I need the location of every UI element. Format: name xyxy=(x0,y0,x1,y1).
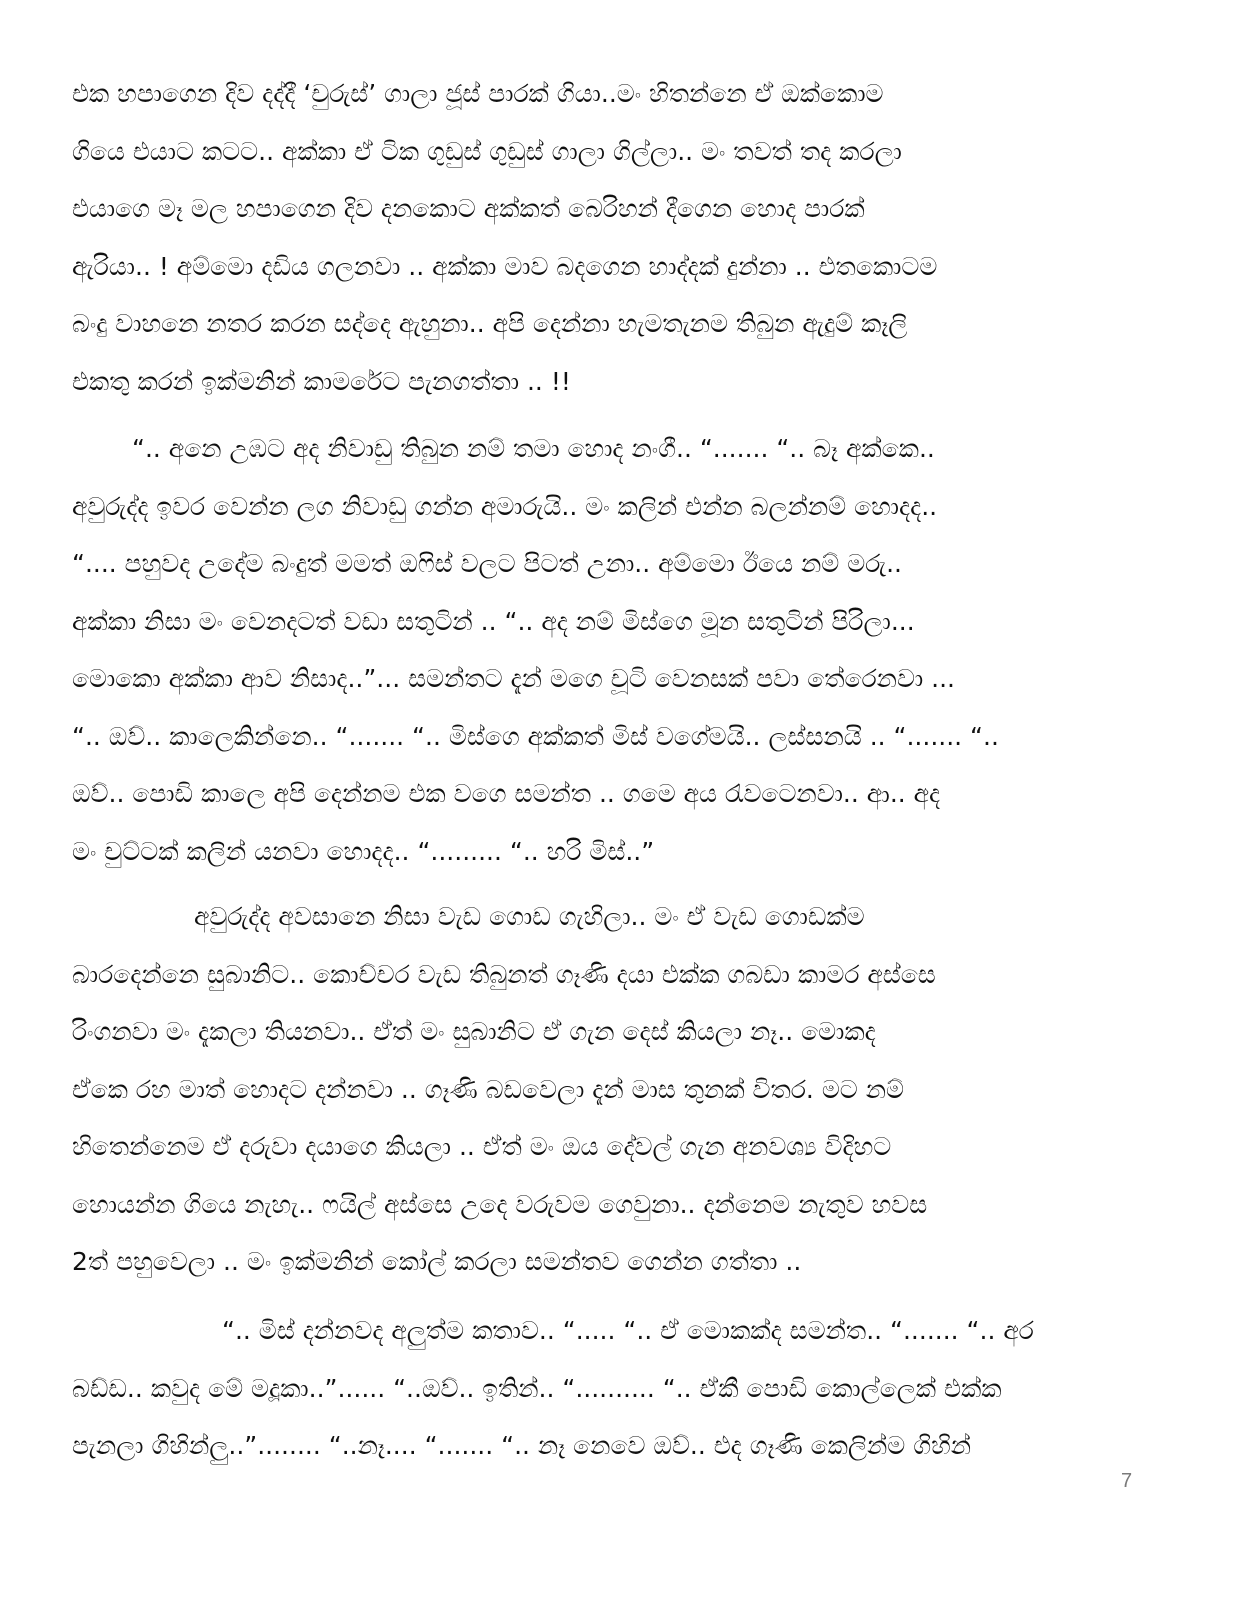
text-line: ඔව්.. පොඩි කාලෙ අපි දෙන්නම එක වගෙ සමන්ත .. ගමෙ අය රැවටෙනවා.. ආ.. අද xyxy=(72,779,941,808)
text-line: ඒකෙ රහ මාත් හොදට දන්නවා .. ගෑණි බඩවෙලා දැන් මාස තුනක් විතර. මට නම් xyxy=(72,1074,905,1104)
text-line: “.. අනෙ උඹට අද නිවාඩු තිබුන නම් තමා හොද නංගී.. “....... “.. බෑ අක්කෙ.. xyxy=(132,434,935,463)
text-line: “.... පහුවද උදේම බංදුත් මමත් ඔෆිස් වලට පිටත් උනා.. අම්මො ඊයෙ නම් මරු.. xyxy=(72,549,902,578)
text-line: “.. මිස් දන්නවද අලුත්ම කතාව.. “..... “.. ඒ මොකක්ද සමන්ත.. “....... “.. අර xyxy=(222,1316,1034,1345)
text-line: එක හපාගෙන දිව දද්දී ‘චුරුස්’ ගාලා ජූස් පාරක් ගියා..මං හිතන්නෙ ඒ ඔක්කොම xyxy=(72,79,884,108)
text-line: එයාගෙ මෑ මල හපාගෙන දිව දනකොට අක්කත් බෙරිහන් දීගෙන හොද පාරක් xyxy=(72,194,865,223)
text-line: රිංගනවා මං දැකලා තියනවා.. ඒත් මං සුබානිට ඒ ගැන දෙස් කියලා නෑ.. මොකද xyxy=(72,1017,876,1046)
paragraph-4 xyxy=(72,1302,1162,1475)
paragraph-2 xyxy=(72,420,1162,880)
paragraph-3 xyxy=(72,888,1162,1291)
text-line: ගියෙ එයාට කටට.. අක්කා ඒ ටික ගුඩුස් ගුඩුස් ගාලා ගිල්ලා.. මං තවත් තද කරලා xyxy=(72,136,902,166)
text-line: මං චුට්ටක් කලින් යනවා හොදද.. “......... “.. හරි මිස්..” xyxy=(72,836,655,866)
text-line: 2ත් පහුවෙලා .. මං ඉක්මනින් කෝල් කරලා සමන්තව ගෙන්න ගත්තා .. xyxy=(72,1247,802,1276)
text-line: අක්කා නිසා මං වෙනදටත් වඩා සතුටින් .. “.. අද නම් මිස්ගෙ මූන සතුටින් පිරිලා... xyxy=(72,606,915,636)
text-line: මොකො අක්කා ආව නිසාද..”... සමන්තට දැන් මගෙ චූටි වෙනසක් පවා තේරෙනවා ... xyxy=(72,664,955,693)
text-line: අවුරුද්ද ඉවර වෙන්න ලග නිවාඩු ගන්න අමාරුයි.. මං කලින් එන්න බලන්නම් හොදද.. xyxy=(72,491,938,521)
text-line: එකතු කරන් ඉක්මනින් කාමරේට පැනගත්තා .. !! xyxy=(72,366,571,396)
text-line: “.. ඔව්.. කාලෙකින්නෙ.. “....... “.. මිස්ගෙ අක්කත් මිස් වගේමයි.. ලස්සනයි .. “....... “.. xyxy=(72,721,999,751)
text-line: පැනලා ගිහින්ලු..”........ “..නෑ.... “....... “.. නෑ නෙවෙ ඔව්.. එද ගෑණි කෙලින්ම ගිහින් xyxy=(72,1431,972,1460)
text-line: බාරදෙන්නෙ සුබානිට.. කොච්චර වැඩ තිබුනත් ගෑණි දයා එක්ක ගබඩා කාමර අස්සෙ xyxy=(72,959,936,989)
text-line: බඩ්ඩ.. කවුද මේ මදූකා..”...... “..ඔව්.. ඉතින්.. “.......... “.. ඒකී පොඩි කොල්ලෙක් එක්ක xyxy=(72,1373,1002,1403)
text-line: ඇරියා.. ! අම්මො දඩිය ගලනවා .. අක්කා මාව බදගෙන හාද්දක් දුන්නා .. එතකොටම xyxy=(72,251,938,281)
text-line: බංදු වාහනෙ නතර කරන සද්දෙ ඇහුනා.. අපි දෙන්නා හැමතැනම තිබුන ඇදුම් කෑලි xyxy=(72,309,908,338)
text-line: හිතෙන්නෙම ඒ දරුවා දයාගෙ කියලා .. ඒත් මං ඔය දේවල් ගැන අනවශ්‍ය විදිහට xyxy=(72,1132,892,1161)
page-number: 7 xyxy=(1121,1470,1133,1492)
paragraph-1 xyxy=(72,65,1162,410)
text-line: හොයන්න ගියෙ නැහැ.. ෆයිල් අස්සෙ උදෙ වරුවම ගෙවුනා.. දන්නෙම නැතුව හවස xyxy=(72,1189,928,1219)
text-line: අවුරුද්ද අවසානෙ නිසා වැඩ ගොඩ ගැහිලා.. මං ඒ වැඩ ගොඩක්ම xyxy=(194,902,865,931)
